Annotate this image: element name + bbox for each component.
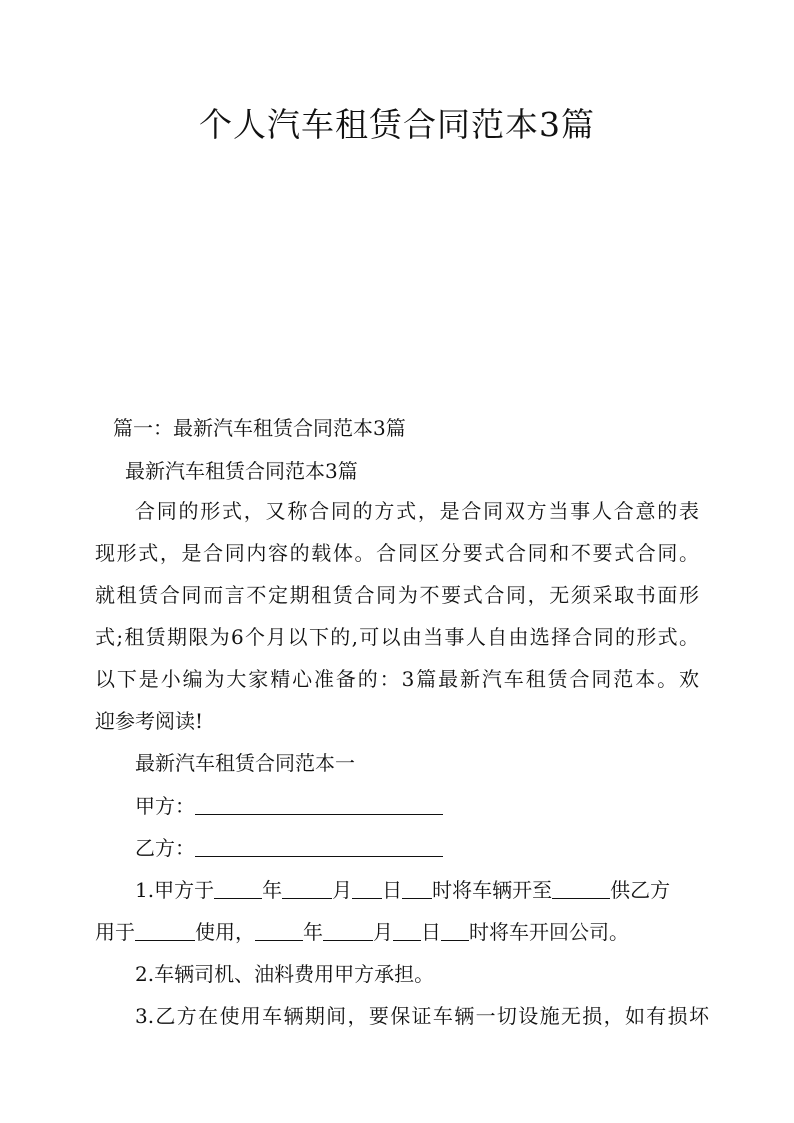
clause-1-text: 时将车开回公司。 <box>469 920 629 944</box>
party-b-line <box>135 834 443 862</box>
clause-1-line-2 <box>95 918 629 946</box>
clause-2: 2.车辆司机、油料费用甲方承担。 <box>135 962 435 986</box>
return-month-blank <box>323 920 373 941</box>
clause-1-month-label: 月 <box>373 920 393 944</box>
clause-1-text: 供乙方 <box>610 878 671 902</box>
month-blank <box>282 878 332 899</box>
clause-1-day-label: 日 <box>421 920 441 944</box>
party-a-line <box>135 792 443 820</box>
intro-line-2: 现形式，是合同内容的载体。合同区分要式合同和不要式合同。 <box>95 541 699 565</box>
clause-3: 3.乙方在使用车辆期间，要保证车辆一切设施无损，如有损坏 <box>135 1004 709 1028</box>
year-blank <box>214 878 262 899</box>
return-hour-blank <box>441 920 469 941</box>
contract-title: 最新汽车租赁合同范本一 <box>135 751 355 775</box>
sub-heading: 最新汽车租赁合同范本3篇 <box>125 459 358 483</box>
clause-1-text: 1.甲方于 <box>135 878 215 902</box>
day-blank <box>352 878 382 899</box>
usage-blank <box>135 920 195 941</box>
return-year-blank <box>255 920 303 941</box>
hour-blank <box>402 878 432 899</box>
clause-1-text: 时将车辆开至 <box>432 878 553 902</box>
party-b-blank <box>195 836 443 857</box>
intro-line-1: 合同的形式，又称合同的方式，是合同双方当事人合意的表 <box>135 499 699 523</box>
clause-1-month-label: 月 <box>332 878 353 902</box>
party-b-label: 乙方： <box>135 836 195 860</box>
clause-1-line-1 <box>135 876 670 904</box>
intro-line-3: 就租赁合同而言不定期租赁合同为不要式合同，无须采取书面形 <box>95 583 699 607</box>
clause-1-text: 使用， <box>195 920 255 944</box>
section-heading: 篇一：最新汽车租赁合同范本3篇 <box>113 416 406 440</box>
clause-1-year-label: 年 <box>303 920 323 944</box>
intro-line-6: 迎参考阅读! <box>95 709 204 733</box>
clause-1-year-label: 年 <box>262 878 283 902</box>
clause-1-text: 用于 <box>95 920 135 944</box>
destination-blank <box>552 878 610 899</box>
party-a-blank <box>195 794 443 815</box>
return-day-blank <box>393 920 421 941</box>
party-a-label: 甲方： <box>135 794 195 818</box>
document-title: 个人汽车租赁合同范本3篇 <box>199 105 595 144</box>
intro-line-4: 式;租赁期限为6个月以下的,可以由当事人自由选择合同的形式。 <box>95 625 699 649</box>
intro-line-5: 以下是小编为大家精心准备的：3篇最新汽车租赁合同范本。欢 <box>95 667 699 691</box>
clause-1-day-label: 日 <box>382 878 403 902</box>
